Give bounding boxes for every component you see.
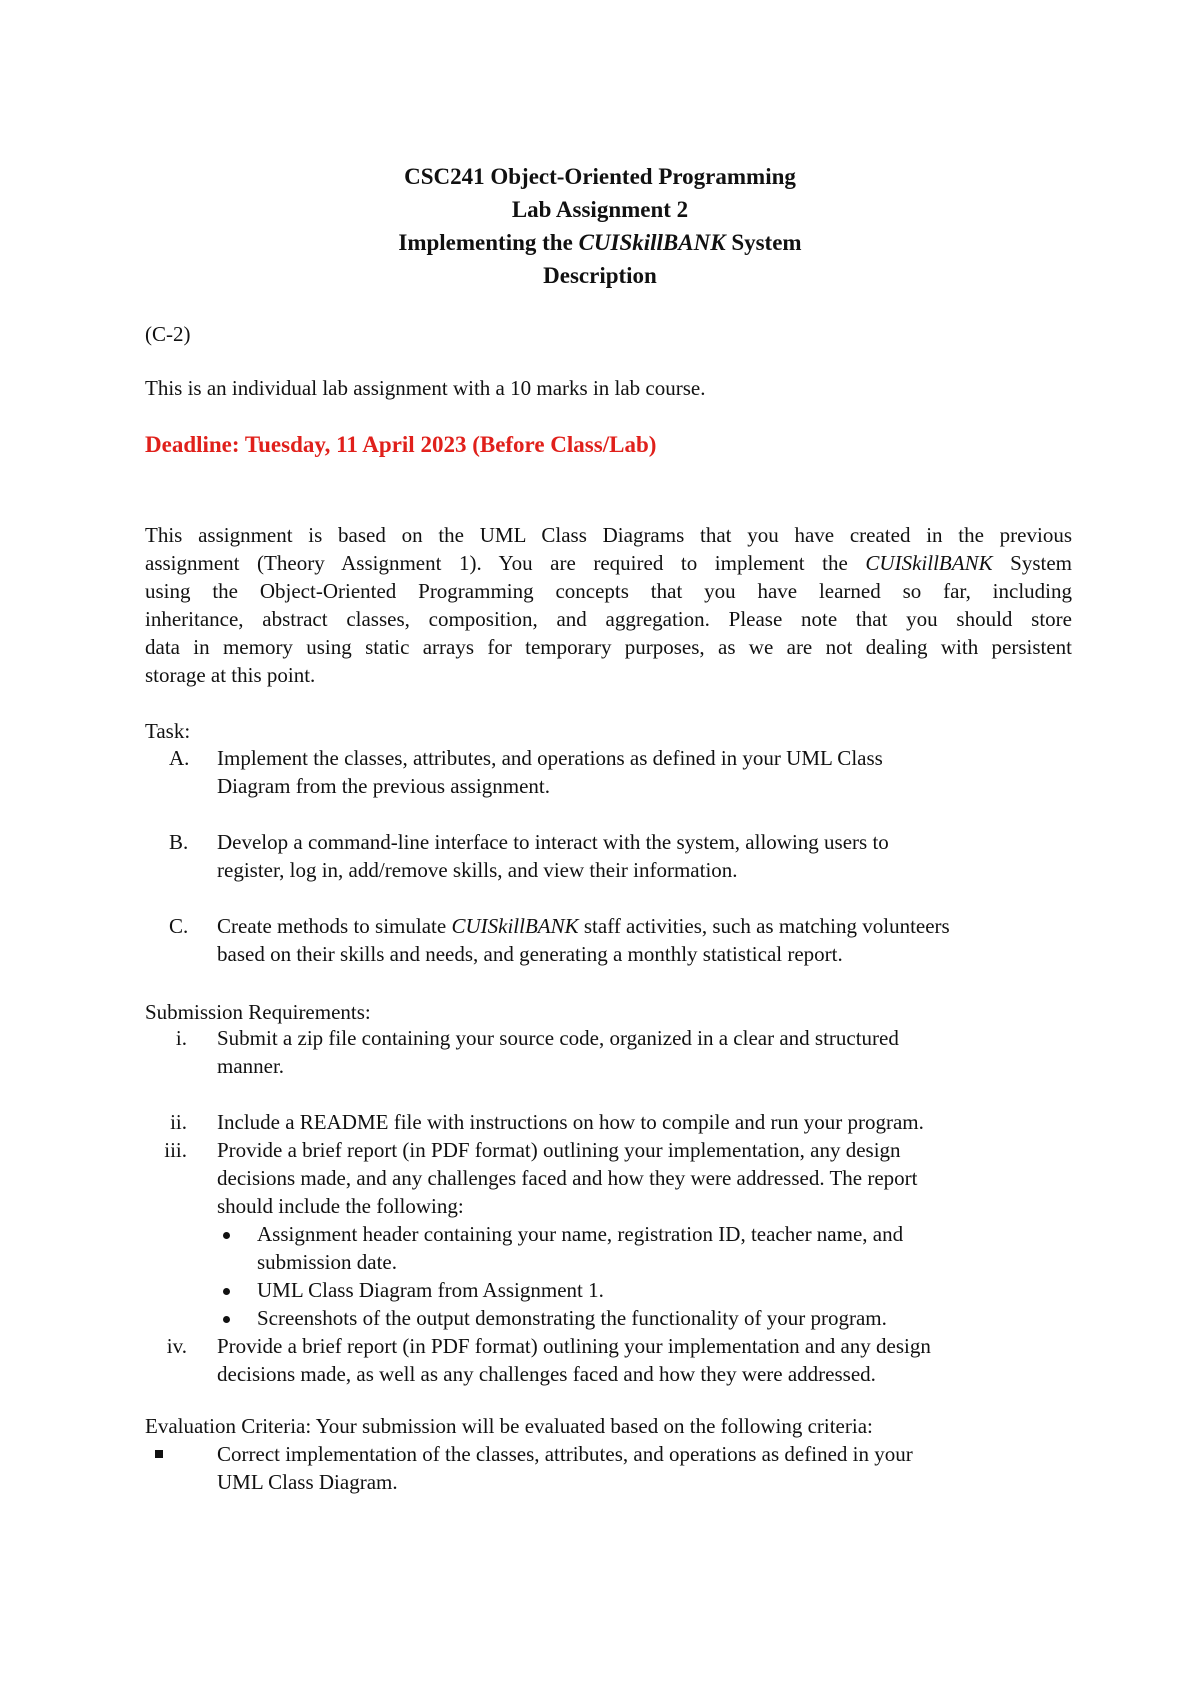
list-item: B. Develop a command-line interface to interact with the system, allowing users to register, log in, add/remove skills, and view their information.: [169, 830, 889, 882]
evaluation-label: Evaluation Criteria: Your submission will be evaluated based on the following criteria:: [145, 1414, 873, 1438]
description-paragraph: This assignment is based on the UML Class Diagrams that you have created in the previous assignment (Theory Assignment 1). You are required to implement the CUISkillBANK System using the Object-Oriented Programming concepts that you have learned so far, including inheritance, abstract classes, composition, and aggregation. Please note that you should store data in memory using static arrays for temporary purposes, as we are not dealing with persistent storage at this point.: [145, 523, 1073, 687]
bullet-item: Screenshots of the output demonstrating the functionality of your program.: [217, 1304, 1075, 1332]
submission-list: [145, 1024, 1075, 1388]
section-title: Description: [543, 263, 657, 288]
list-item: Correct implementation of the classes, attributes, and operations as defined in your UML Class Diagram.: [145, 1440, 1075, 1496]
task-label: Task:: [145, 719, 191, 743]
square-bullet-icon: [155, 1450, 163, 1458]
bullet-item: Assignment header containing your name, registration ID, teacher name, and submission date.: [217, 1220, 1075, 1276]
system-title: Implementing the CUISkillBANK System: [398, 230, 802, 255]
list-item: ii. Include a README file with instructions on how to compile and run your program.: [170, 1110, 924, 1134]
task-list: [145, 744, 1075, 996]
assignment-title: Lab Assignment 2: [511, 197, 689, 222]
document-header: [0, 160, 1200, 292]
list-item: iv. Provide a brief report (in PDF format) outlining your implementation and any design decisions made, as well as any challenges faced and how they were addressed.: [166, 1334, 931, 1386]
bullet-item: UML Class Diagram from Assignment 1.: [217, 1276, 1075, 1304]
deadline-text: Deadline: Tuesday, 11 April 2023 (Before Class/Lab): [145, 432, 657, 457]
evaluation-list: [145, 1440, 1075, 1496]
submission-label: Submission Requirements:: [145, 1000, 371, 1024]
bullet-dot-icon: [223, 1316, 230, 1323]
list-item: iii. Provide a brief report (in PDF format) outlining your implementation, any design decisions made, and any challenges faced and how they were addressed. The report should include the following:: [164, 1138, 918, 1218]
system-name: CUISkillBANK: [578, 230, 726, 255]
bullet-dot-icon: [223, 1288, 230, 1295]
bullet-dot-icon: [223, 1232, 230, 1239]
list-item: C. Create methods to simulate CUISkillBANK staff activities, such as matching volunteers based on their skills and needs, and generating a monthly statistical report.: [169, 914, 950, 966]
list-item: A. Implement the classes, attributes, and operations as defined in your UML Class Diagram from the previous assignment.: [169, 746, 883, 798]
course-title: CSC241 Object-Oriented Programming: [404, 164, 796, 189]
report-bullets: [145, 1220, 1075, 1332]
course-code: (C-2): [145, 322, 191, 346]
list-item: i. Submit a zip file containing your source code, organized in a clear and structured manner.: [175, 1026, 899, 1078]
intro-text: This is an individual lab assignment with a 10 marks in lab course.: [145, 376, 706, 400]
